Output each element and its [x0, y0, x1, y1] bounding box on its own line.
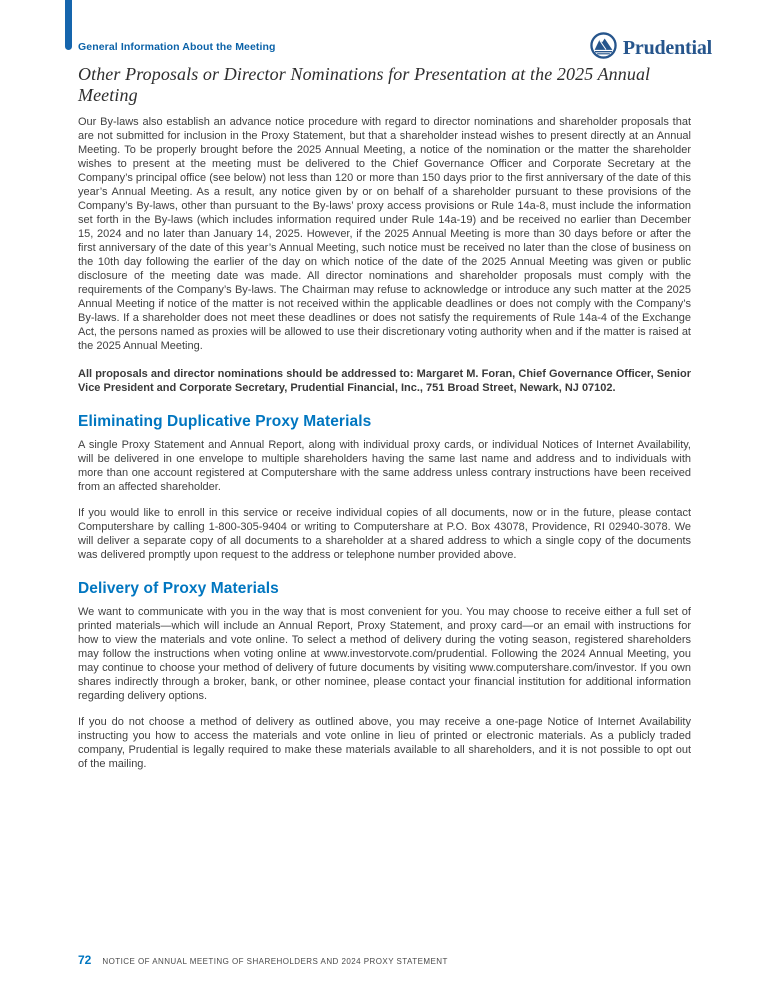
intro-paragraph: Our By-laws also establish an advance notice procedure with regard to director nominations and shareholder proposals that are not submitted for inclusion in the Proxy Statement, but that a shareholder instead wishes to present directly at an Annual Meeting. To be properly brought before the 2025 Annual Meeting, a notice of the nomination or the matter the shareholder wishes to present at the meeting must be delivered to the Chief Governance Officer and Corporate Secretary at the Company’s principal office (see below) not less than 120 or more than 150 days prior to the first anniversary of the date of this year’s Annual Meeting. As a result, any notice given by or on behalf of a shareholder pursuant to these provisions of the Company’s By-laws, other than pursuant to the By-laws’ proxy access provisions or Rule 14a-8, must include the information set forth in the By-laws (which includes information required under Rule 14a-19) and be received no earlier than December 15, 2024 and no later than January 14, 2025. However, if the 2025 Annual Meeting is more than 30 days before or after the first anniversary of the date of this year’s Annual Meeting, such notice must be received no later than the close of business on the 10th day following the earlier of the day on which notice of the date of the 2025 Annual Meeting was given or public disclosure of the meeting date was made. All director nominations and shareholder proposals must comply with the requirements of the Company’s By-laws. The Chairman may refuse to acknowledge or introduce any such matter at the 2025 Annual Meeting if notice of the matter is not received within the applicable deadlines or does not comply with the Company’s By-laws. If a shareholder does not meet these deadlines or does not satisfy the requirements of Rule 14a-4 of the Exchange Act, the persons named as proxies will be allowed to use their discretionary voting authority when and if the matter is raised at the 2025 Annual Meeting. [78, 116, 691, 352]
paragraph: If you do not choose a method of delivery as outlined above, you may receive a one-page Notice of Internet Availability instructing you how to access the materials and vote online in lieu of printed or electronic materials. As a publicly traded company, Prudential is legally required to make these materials available to all shareholders, and it is not possible to opt out of the mailing. [78, 716, 691, 770]
section-heading-delivery-of-proxy-materials: Delivery of Proxy Materials [78, 580, 279, 597]
paragraph: A single Proxy Statement and Annual Report, along with individual proxy cards, or individual Notices of Internet Availability, will be delivered in one envelope to multiple shareholders having the same last name and address and to individuals with more than one account registered at Computershare with the same address unless contrary instructions have been received from an affected shareholder. [78, 439, 691, 493]
section-breadcrumb: General Information About the Meeting [78, 41, 276, 53]
page-title: Other Proposals or Director Nominations for Presentation at the 2025 Annual Meeting [78, 64, 651, 105]
section-heading-eliminating-duplicative-proxy-materials: Eliminating Duplicative Proxy Materials [78, 413, 372, 430]
paragraph: We want to communicate with you in the way that is most convenient for you. You may choose to receive either a full set of printed materials—which will include an Annual Report, Proxy Statement, and proxy card—or an email with instructions for how to view the materials and vote online. To select a method of delivery during the voting season, registered shareholders may follow the instructions when voting online at www.investorvote.com/prudential. Following the 2024 Annual Meeting, you may continue to choose your method of delivery of future documents by visiting www.computershare.com/investor. If you own shares indirectly through a broker, bank, or other nominee, please contact your financial institution for additional information regarding delivery options. [78, 606, 691, 702]
document-content [78, 64, 691, 783]
section-marker-bar [65, 0, 72, 50]
prudential-rock-of-gibraltar-icon [590, 32, 617, 64]
page-footer [78, 953, 448, 967]
footer-label: NOTICE OF ANNUAL MEETING OF SHAREHOLDERS AND 2024 PROXY STATEMENT [102, 957, 448, 966]
page-number: 72 [78, 953, 92, 967]
prudential-logo [590, 32, 712, 64]
paragraph: If you would like to enroll in this service or receive individual copies of all documents, now or in the future, please contact Computershare by calling 1-800-305-9404 or writing to Computershare at P.O. Box 43078, Providence, RI 02940-3078. We will deliver a separate copy of all documents to a shareholder at a shared address to which a single copy of the documents was delivered promptly upon request to the address or telephone number provided above. [78, 507, 691, 561]
logo-wordmark: Prudential [622, 36, 712, 59]
address-paragraph: All proposals and director nominations should be addressed to: Margaret M. Foran, Chief Governance Officer, Senior Vice President and Corporate Secretary, Prudential Financial, Inc., 751 Broad Street, Newark, NJ 07102. [78, 368, 691, 394]
